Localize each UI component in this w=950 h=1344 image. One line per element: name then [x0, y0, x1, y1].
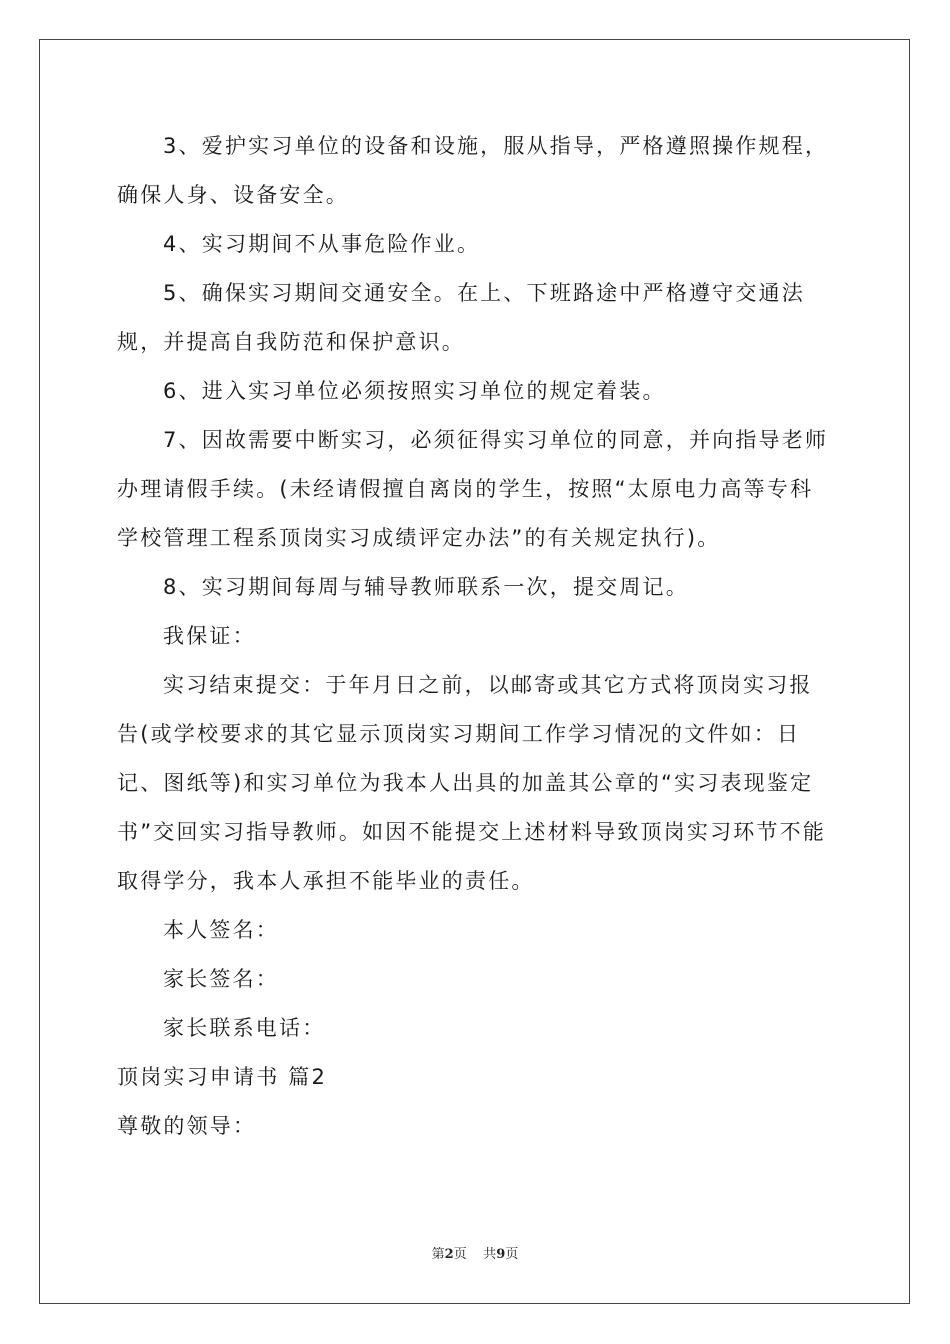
self-signature-line: 本人签名： [163, 918, 279, 942]
paragraph-7: 7、因故需要中断实习，必须征得实习单位的同意，并向指导老师办理请假手续。(未经请假擅自离岗的学生，按照“太原电力高等专科学校管理工程系顶岗实习成绩评定办法”的有关规定执行)。 [117, 428, 829, 550]
paragraph-4: 4、实习期间不从事危险作业。 [163, 232, 481, 256]
page-total: 9 [496, 1247, 506, 1262]
page-current: 2 [444, 1247, 454, 1262]
paragraph-3: 3、爱护实习单位的设备和设施，服从指导，严格遵照操作规程，确保人身、设备安全。 [117, 134, 829, 207]
document-body [117, 122, 835, 1151]
parent-phone-line: 家长联系电话： [163, 1016, 326, 1040]
page-indicator: 第2页 [431, 1247, 467, 1262]
paragraph-5: 5、确保实习期间交通安全。在上、下班路途中严格遵守交通法规，并提高自我防范和保护意识。 [117, 281, 805, 354]
paragraph-8: 8、实习期间每周与辅导教师联系一次，提交周记。 [163, 575, 689, 599]
submission-paragraph: 实习结束提交：于年月日之前，以邮寄或其它方式将顶岗实习报告(或学校要求的其它显示顶岗实习期间工作学习情况的文件如：日记、图纸等)和实习单位为我本人出具的加盖其公章的“实习表现鉴定书”交回实习指导教师。如因不能提交上述材料导致顶岗实习环节不能取得学分，我本人承担不能毕业的责任。 [117, 673, 827, 893]
pledge-heading: 我保证： [163, 624, 256, 648]
parent-signature-line: 家长签名： [163, 967, 279, 991]
page-footer [0, 1243, 950, 1262]
page-total-indicator: 共9页 [483, 1247, 519, 1262]
paragraph-6: 6、进入实习单位必须按照实习单位的规定着装。 [163, 379, 666, 403]
section-title: 顶岗实习申请书 篇2 [117, 1065, 328, 1089]
salutation: 尊敬的领导： [117, 1114, 257, 1138]
